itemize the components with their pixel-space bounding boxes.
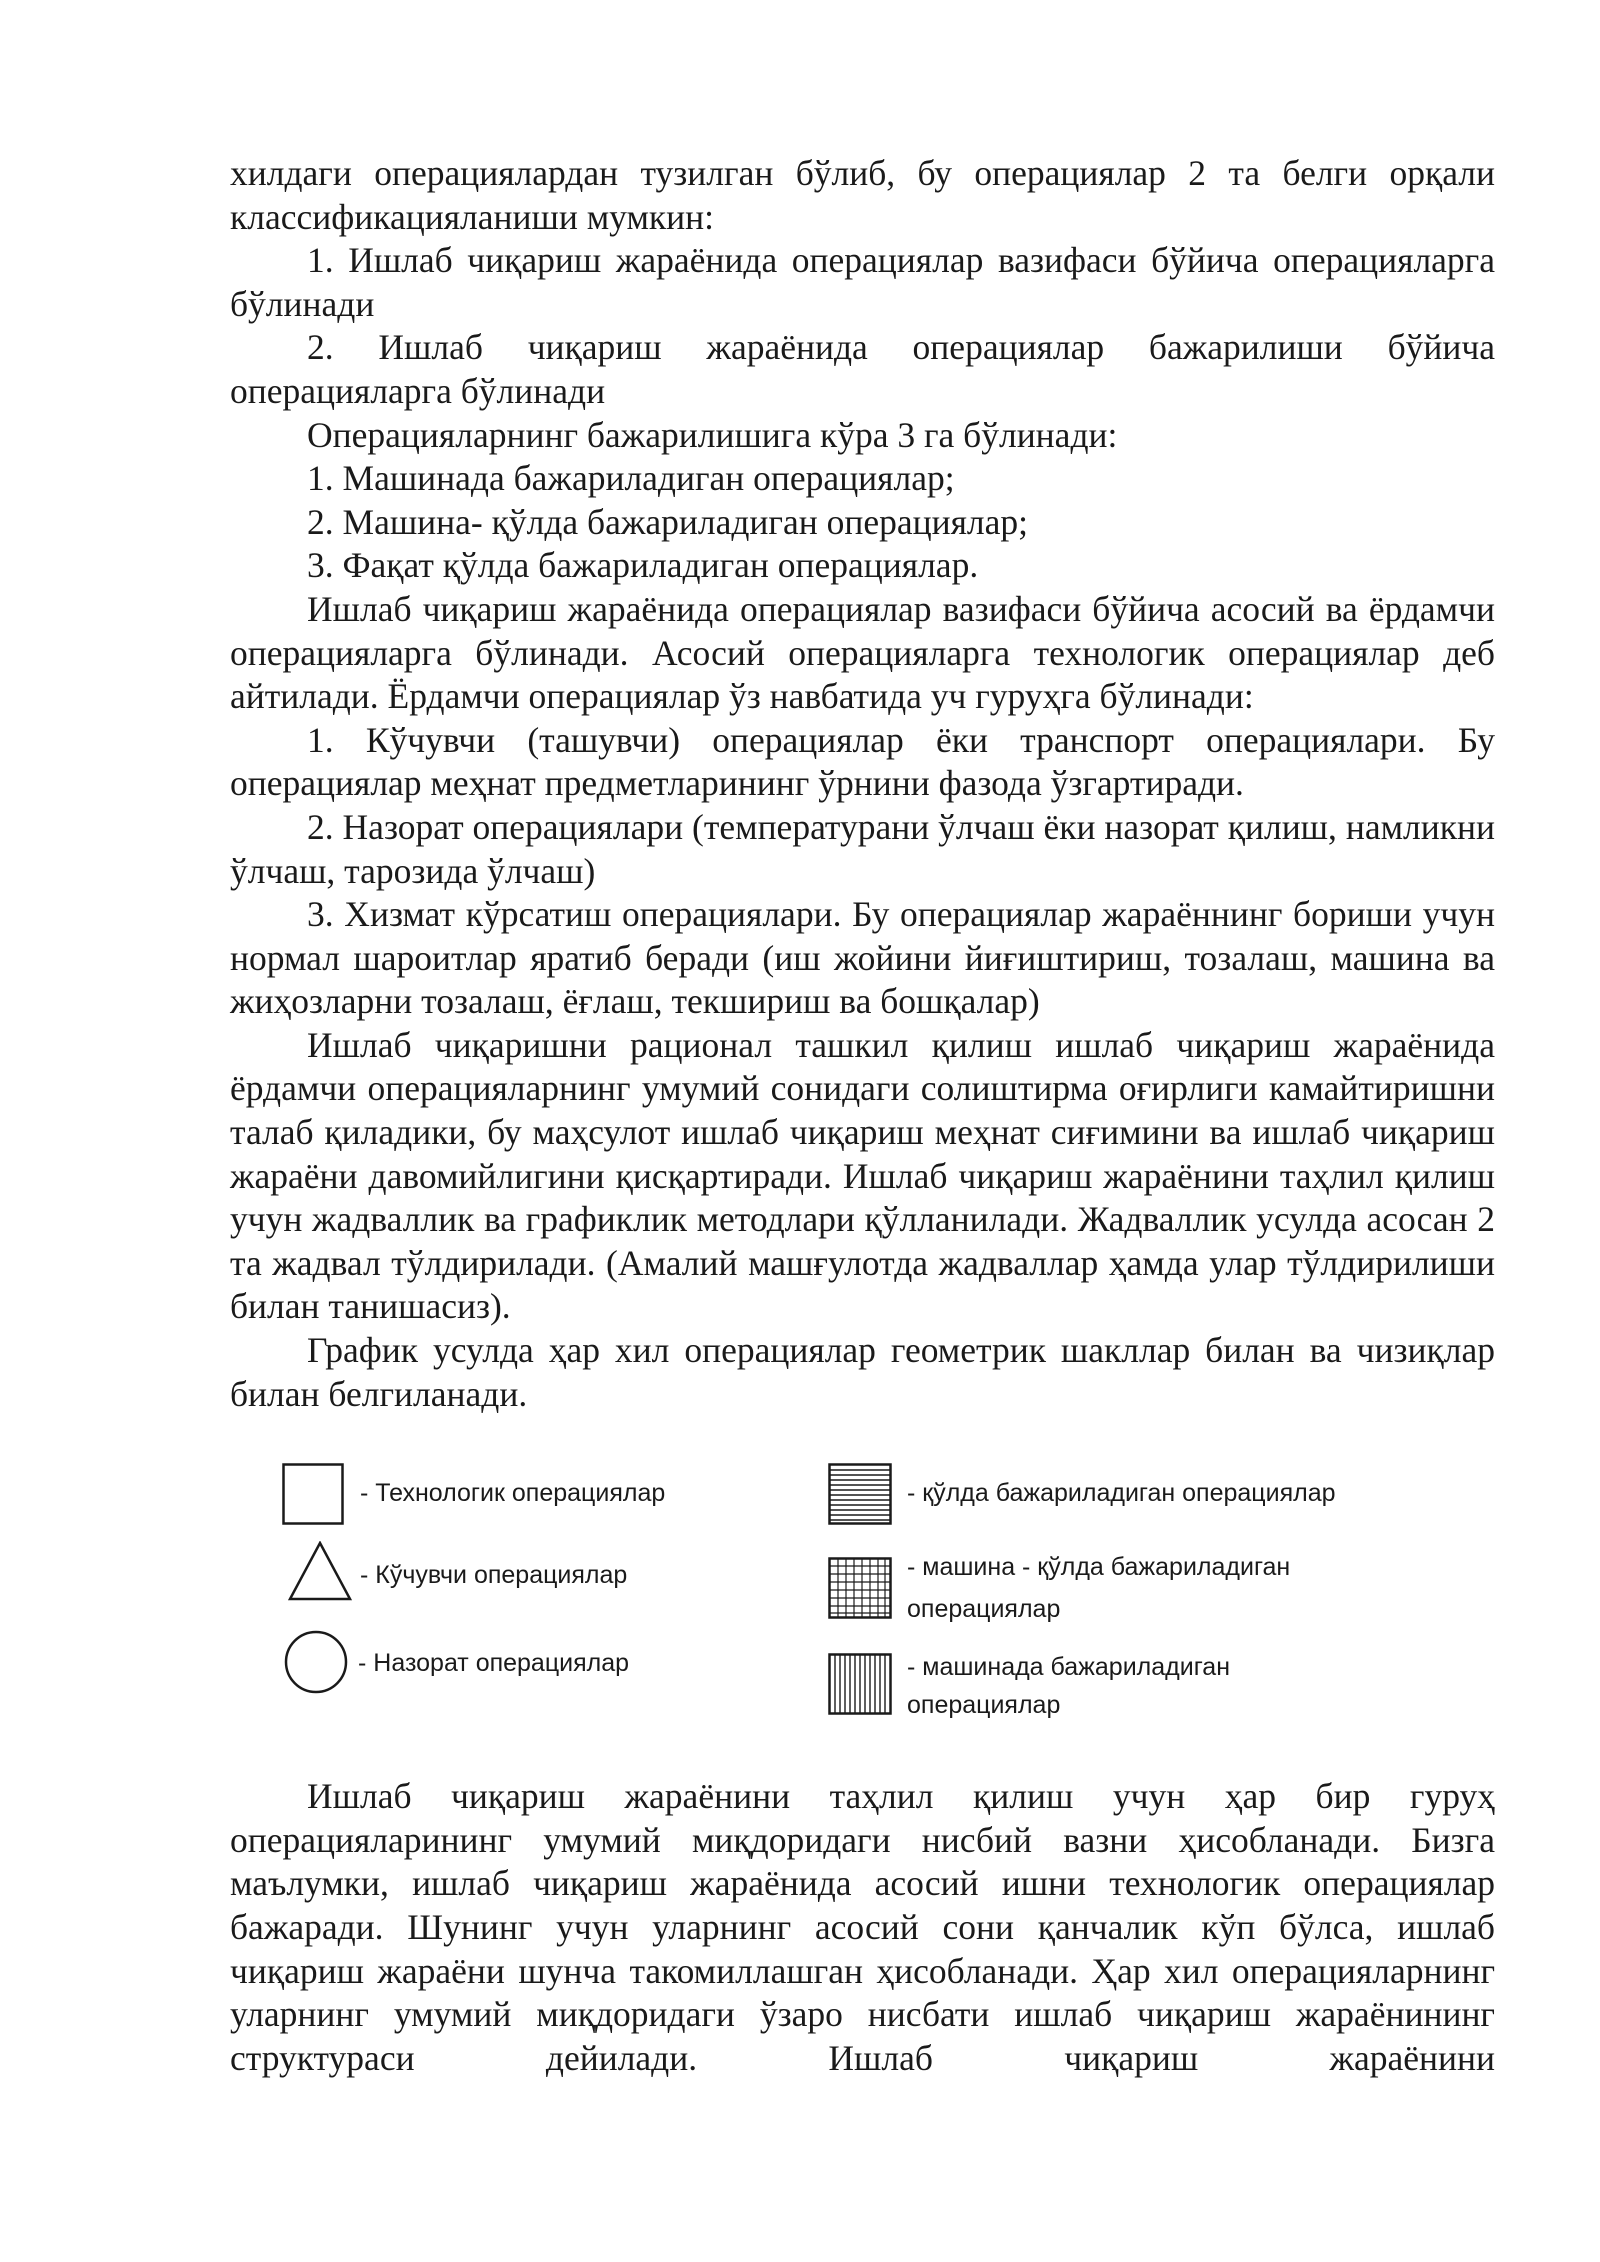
horizontal-hatch-square-icon	[828, 1463, 892, 1525]
triangle-icon	[288, 1541, 352, 1601]
paragraph: Ишлаб чиқаришни рационал ташкил қилиш ишлаб чиқариш жараёнида ёрдамчи операцияларнинг умумий сонидаги солиштирма оғирлиги камайтиришни талаб қиладики, бу маҳсулот ишлаб чиқариш меҳнат сиғимини ва ишлаб чиқариш жараёни давомийлигини қисқартиради. Ишлаб чиқариш жараёнини таҳлил қилиш учун жадваллик ва графиклик методлари қўлланилади. Жадваллик усулда асосан 2 та жадвал тўлдирилади. (Амалий машғулотда жадваллар ҳамда улар тўлдирилиши билан танишасиз).	[230, 1024, 1495, 1327]
legend-item-manual	[828, 1463, 892, 1525]
square-icon	[282, 1463, 344, 1525]
paragraph: Ишлаб чиқариш жараёнини таҳлил қилиш учун ҳар бир гуруҳ операцияларининг умумий миқдоридаги нисбий вазни ҳисобланади. Бизга маълумки, ишлаб чиқариш жараёнида асосий ишни технологик операциялар бажаради. Шунинг учун уларнинг асосий сони қанчалик кўп бўлса, ишлаб чиқариш жараёни шунча такомиллашган ҳисобланади. Ҳар хил операцияларнинг уларнинг умумий миқдоридаги ўзаро нисбати ишлаб чиқариш жараёнининг структураси дейилади. Ишлаб чиқариш жараёнини	[230, 1776, 1495, 2078]
legend-item-control	[284, 1630, 348, 1694]
symbol-legend	[230, 1463, 1495, 1775]
paragraph: 3. Фақат қўлда бажариладиган операциялар.	[307, 545, 979, 586]
paragraph: 1. Машинада бажариладиган операциялар;	[307, 458, 955, 499]
paragraph: хилдаги операциялардан тузилган бўлиб, бу операциялар 2 та белги орқали классификацияланиши мумкин:	[230, 153, 1495, 237]
legend-label: операциялар	[907, 1691, 1061, 1720]
legend-label: - Технологик операциялар	[360, 1479, 666, 1508]
legend-label: - машина - қўлда бажариладиган	[907, 1553, 1291, 1582]
circle-icon	[284, 1630, 348, 1694]
paragraph: Операцияларнинг бажарилишига кўра 3 га бўлинади:	[307, 414, 1118, 455]
paragraph: 1. Ишлаб чиқариш жараёнида операциялар вазифаси бўйича операцияларга бўлинади	[230, 240, 1495, 324]
legend-label: операциялар	[907, 1595, 1061, 1624]
paragraph: 2. Ишлаб чиқариш жараёнида операциялар бажарилиши бўйича операцияларга бўлинади	[230, 327, 1495, 411]
legend-label: - машинада бажариладиган	[907, 1653, 1230, 1682]
legend-label: - Кўчувчи операциялар	[360, 1561, 628, 1590]
legend-label: - Назорат операциялар	[358, 1649, 630, 1678]
legend-item-technological	[282, 1463, 344, 1525]
paragraph: 2. Назорат операциялари (температурани ўлчаш ёки назорат қилиш, намликни ўлчаш, тарозида ўлчаш)	[230, 806, 1495, 891]
legend-item-transport	[288, 1541, 352, 1601]
paragraph: График усулда ҳар хил операциялар геометрик шакллар билан ва чизиқлар билан белгиланади.	[230, 1330, 1495, 1414]
vertical-hatch-square-icon	[828, 1653, 892, 1715]
legend-item-machine-manual	[828, 1557, 892, 1619]
legend-label: - қўлда бажариладиган операциялар	[907, 1479, 1336, 1508]
legend-item-machine	[828, 1653, 892, 1715]
document-page	[230, 152, 1495, 2080]
paragraph: 3. Хизмат кўрсатиш операциялари. Бу операциялар жараённинг бориши учун нормал шароитлар яратиб беради (иш жойини йиғиштириш, тозалаш, машина ва жиҳозларни тозалаш, ёғлаш, текшириш ва бошқалар)	[230, 894, 1495, 1022]
paragraph: Ишлаб чиқариш жараёнида операциялар вазифаси бўйича асосий ва ёрдамчи операцияларга бўлинади. Асосий операцияларга технологик операциялар деб айтилади. Ёрдамчи операциялар ўз навбатида уч гуруҳга бўлинади:	[230, 588, 1495, 717]
paragraph: 1. Кўчувчи (ташувчи) операциялар ёки транспорт операциялари. Бу операциялар меҳнат предметларининг ўрнини фазода ўзгартиради.	[230, 719, 1495, 804]
grid-hatch-square-icon	[828, 1557, 892, 1619]
paragraph: 2. Машина- қўлда бажариладиган операциялар;	[307, 501, 1029, 542]
